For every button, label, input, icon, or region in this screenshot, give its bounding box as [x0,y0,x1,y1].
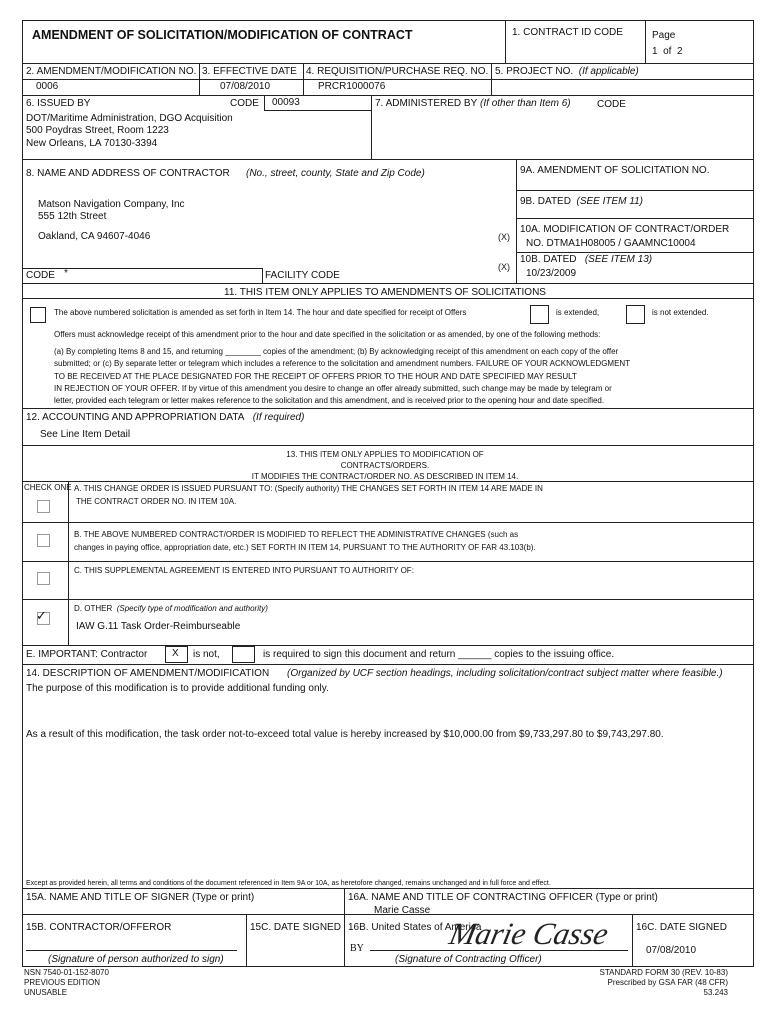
is-not-mark: X [172,648,179,659]
item13b-line2: changes in paying office, appropriation date, etc.) SET FORTH IN ITEM 14, PURSUANT TO THE AUTHORITY OF FAR 43.103(b). [74,543,536,552]
extended-label: is extended, [556,308,600,317]
not-extended-label: is not extended. [652,308,709,317]
field-15c-label: 15C. DATE SIGNED [250,922,341,933]
is-required-box[interactable] [232,646,255,663]
mod-10a-value: NO. DTMA1H08005 / GAAMNC10004 [526,238,696,249]
contractor-code-label: CODE [26,270,55,281]
contractor-signature-line[interactable] [26,950,237,951]
is-not-label: is not, [193,649,220,660]
nsn-label: NSN 7540-01-152-8070 [24,968,109,977]
item11-line5: TO BE RECEIVED AT THE PLACE DESIGNATED FOR THE RECEIPT OF OFFERS PRIOR TO THE HOUR AND DATE SPECIFIED MAY RESULT [54,372,577,381]
project-no-text: 5. PROJECT NO. [495,66,574,77]
project-no-note: (If applicable) [578,66,639,77]
item13d-value: IAW G.11 Task Order-Reimburseable [76,621,241,632]
item11-line3: (a) By completing Items 8 and 15, and returning ________ copies of the amendment; (b) By acknowledging receipt of this amendment on each copy of the offer [54,347,619,356]
mark-10a: (X) [498,232,510,242]
important-label: E. IMPORTANT: Contractor [26,649,148,660]
item11-line4: submitted; or (c) By separate letter or telegram which includes a reference to the solicitation and amendment numbers. FAILURE OF YOUR ACKNOWLEDGMENT [54,359,631,368]
field-16a-label: 16A. NAME AND TITLE OF CONTRACTING OFFICER (Type or print) [348,892,658,903]
item14-note: (Organized by UCF section headings, including solicitation/contract subject matter where feasible.) [287,668,723,679]
amendment-no-value: 0006 [36,81,59,92]
requisition-label: 4. REQUISITION/PURCHASE REQ. NO. [306,66,489,77]
admin-code-label: CODE [597,99,626,110]
mark-10b: (X) [498,262,510,272]
item14-label: 14. DESCRIPTION OF AMENDMENT/MODIFICATION [26,668,270,679]
item12-label [26,412,304,423]
contractor-line2: 555 12th Street [38,211,107,222]
contractor-line1: Matson Navigation Company, Inc [38,199,185,210]
field-16a-value: Marie Casse [374,905,431,916]
dated-9b-text: 9B. DATED [520,196,571,207]
prescribed-by-label: Prescribed by GSA FAR (48 CFR) [607,978,728,987]
field-15a-label: 15A. NAME AND TITLE OF SIGNER (Type or print) [26,892,255,903]
page-total: 2 [677,46,683,57]
item11-checkbox[interactable] [30,307,46,323]
page-indicator [652,46,683,57]
page-of: of [663,46,672,57]
item12-note: (If required) [252,412,305,423]
field-16b-label: 16B. United States of America [348,922,482,933]
contract-id-label: 1. CONTRACT ID CODE [512,27,623,38]
item11-heading: 11. THIS ITEM ONLY APPLIES TO AMENDMENTS OF SOLICITATIONS [224,287,546,298]
item13b-line1: B. THE ABOVE NUMBERED CONTRACT/ORDER IS MODIFIED TO REFLECT THE ADMINISTRATIVE CHANGES (such as [74,530,519,539]
item13d-line1 [74,604,268,613]
page-number: 1 [652,46,658,57]
item13c-checkbox[interactable] [37,572,50,585]
item13d-text: D. OTHER [74,604,113,613]
issuer-line3: New Orleans, LA 70130-3394 [26,138,158,149]
project-no-label [495,66,639,77]
signature-officer-caption: (Signature of Contracting Officer) [395,954,542,965]
dated-10b-note: (SEE ITEM 13) [584,254,653,265]
administered-by-note: (If other than Item 6) [480,98,571,109]
unusable-label: UNUSABLE [24,988,68,997]
dated-10b-label [520,254,652,265]
signature-person-caption: (Signature of person authorized to sign) [48,954,224,965]
by-label: BY [350,943,364,954]
item11-line1: The above numbered solicitation is amended as set forth in Item 14. The hour and date specified for receipt of Offers [54,308,467,317]
issued-code-value: 00093 [272,97,300,108]
signature-image: Marie Casse [446,916,612,951]
contractor-label: 8. NAME AND ADDRESS OF CONTRACTOR [26,168,230,179]
mod-10a-label: 10A. MODIFICATION OF CONTRACT/ORDER [520,224,730,235]
item13a-line2: THE CONTRACT ORDER NO. IN ITEM 10A. [76,497,237,506]
item11-line2: Offers must acknowledge receipt of this amendment prior to the hour and date specified in the solicitation or as amended, by one of the following methods: [54,330,601,339]
page-label: Page [652,30,676,41]
amend-solicitation-label: 9A. AMENDMENT OF SOLICITATION NO. [520,165,710,176]
contractor-line3: Oakland, CA 94607-4046 [38,231,151,242]
dated-10b-value: 10/23/2009 [526,268,577,279]
item13b-checkbox[interactable] [37,534,50,547]
contractor-note: (No., street, county, State and Zip Code) [246,168,425,179]
administered-by-text: 7. ADMINISTERED BY [375,98,478,109]
item11-line6: IN REJECTION OF YOUR OFFER. If by virtue of this amendment you desire to change an offer already submitted, such change may be made by telegram or [54,384,612,393]
is-required-text: is required to sign this document and return ______ copies to the issuing office. [263,649,615,660]
amendment-no-label: 2. AMENDMENT/MODIFICATION NO. [26,66,197,77]
issued-by-label: 6. ISSUED BY [26,98,91,109]
item13d-note: (Specify type of modification and authority) [116,604,268,613]
dated-9b-note: (SEE ITEM 11) [576,196,643,207]
item13c-line1: C. THIS SUPPLEMENTAL AGREEMENT IS ENTERED INTO PURSUANT TO AUTHORITY OF: [74,566,414,575]
requisition-value: PRCR1000076 [318,81,386,92]
item12-value: See Line Item Detail [40,429,131,440]
effective-date-value: 07/08/2010 [220,81,271,92]
far-number-label: 53.243 [703,988,728,997]
effective-date-label: 3. EFFECTIVE DATE [202,66,297,77]
item14-para2: As a result of this modification, the task order not-to-exceed total value is hereby increased by $10,000.00 from $9,733,297.80 to $9,743,297.80. [26,729,664,740]
item14-para1: The purpose of this modification is to provide additional funding only. [26,683,329,694]
item13-heading2: CONTRACTS/ORDERS. [340,461,430,470]
previous-edition-label: PREVIOUS EDITION [24,978,101,987]
check-one-label: CHECK ONE [24,483,72,492]
contractor-code-value: * [64,268,68,279]
administered-by-label [375,98,571,109]
check-mark-icon: ✓ [36,608,47,623]
field-16c-value: 07/08/2010 [646,945,697,956]
field-16c-label: 16C. DATE SIGNED [636,922,727,933]
form-title: AMENDMENT OF SOLICITATION/MODIFICATION OF CONTRACT [32,28,413,42]
dated-10b-text: 10B. DATED [520,254,577,265]
issuer-line2: 500 Poydras Street, Room 1223 [26,125,169,136]
item12-text: 12. ACCOUNTING AND APPROPRIATION DATA [26,412,245,423]
dated-9b-label [520,196,643,207]
extended-checkbox[interactable] [530,305,549,324]
issuer-line1: DOT/Maritime Administration, DGO Acquisition [26,113,233,124]
item13-heading1: 13. THIS ITEM ONLY APPLIES TO MODIFICATION OF [286,450,484,459]
item13-heading3: IT MODIFIES THE CONTRACT/ORDER NO. AS DESCRIBED IN ITEM 14. [251,472,519,481]
not-extended-checkbox[interactable] [626,305,645,324]
except-note: Except as provided herein, all terms and conditions of the document referenced in Item 9A or 10A, as heretofore changed, remains unchanged and in full force and effect. [26,880,551,887]
item11-line7: letter, provided each telegram or letter makes reference to the solicitation and this amendment, and is received prior to the opening hour and date specified. [54,396,605,405]
item13a-line1: A. THIS CHANGE ORDER IS ISSUED PURSUANT TO: (Specify authority) THE CHANGES SET FORTH IN ITEM 14 ARE MADE IN [74,484,543,493]
facility-code-label: FACILITY CODE [265,270,340,281]
field-15b-label: 15B. CONTRACTOR/OFFEROR [26,922,172,933]
issued-code-label: CODE [230,98,259,109]
standard-form-label: STANDARD FORM 30 (REV. 10-83) [599,968,728,977]
item13a-checkbox[interactable] [37,500,50,513]
